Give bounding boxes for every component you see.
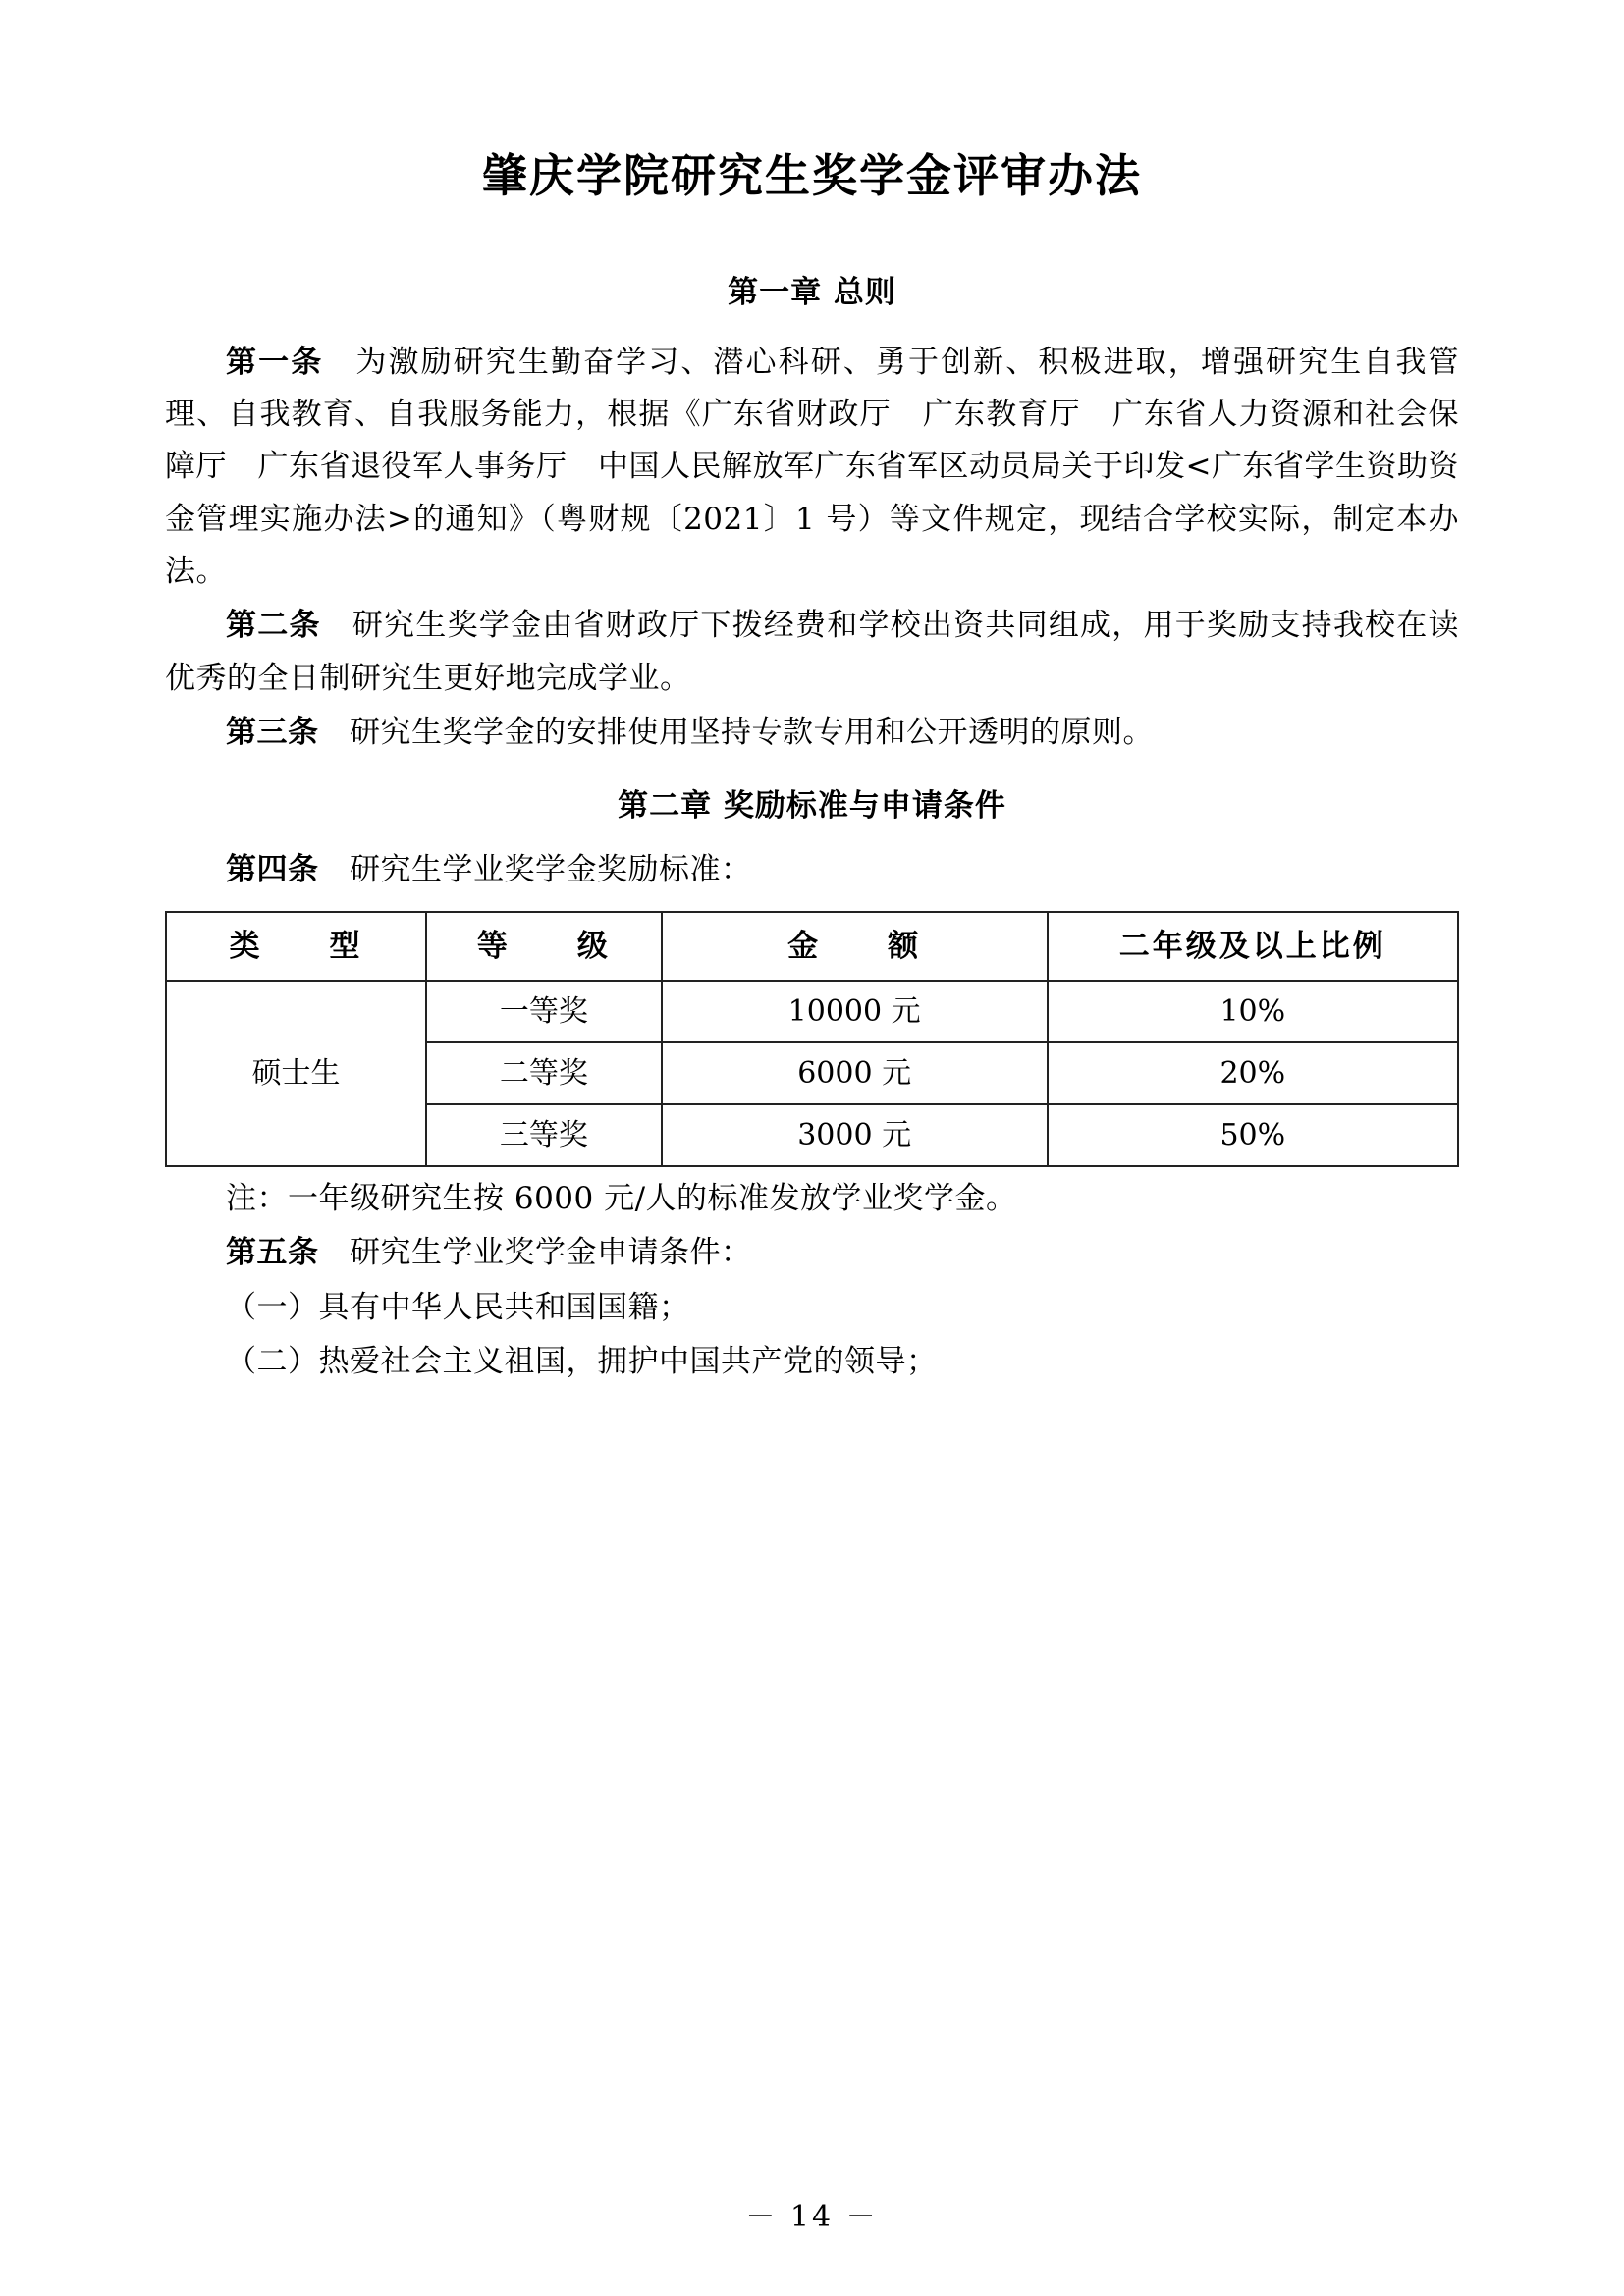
article-3-paragraph [165,707,1459,759]
table-cell-ratio: 20% [1048,1042,1458,1104]
article-2-text: 研究生奖学金由省财政厅下拨经费和学校出资共同组成，用于奖励支持我校在读优秀的全日制研究生更好地完成学业。 [165,608,1459,696]
article-1-paragraph [165,337,1459,599]
table-header-amount: 金 额 [662,912,1048,981]
article-3-text: 研究生奖学金的安排使用坚持专款专用和公开透明的原则。 [318,714,1154,750]
chapter-2-heading: 第二章 奖励标准与申请条件 [618,788,1006,825]
article-2-lead: 第二条 [226,608,321,644]
table-row [166,981,1458,1042]
table-note: 注：一年级研究生按 6000 元/人的标准发放学业奖学金。 [226,1180,1017,1216]
chapter-1-heading: 第一章 总则 [728,274,896,310]
table-header-level: 等 级 [426,912,662,981]
table-cell-amount: 10000 元 [662,981,1048,1042]
article-4-lead: 第四条 [226,852,319,888]
page-number: － 14 － [745,2200,879,2234]
table-cell-ratio: 10% [1048,981,1458,1042]
table-cell-level: 三等奖 [426,1104,662,1166]
table-cell-amount: 3000 元 [662,1104,1048,1166]
table-cell-level: 一等奖 [426,981,662,1042]
article-1-text: 为激励研究生勤奋学习、潜心科研、勇于创新、积极进取，增强研究生自我管理、自我教育、自我服务能力，根据《广东省财政厅 广东教育厅 广东省人力资源和社会保障厅 广东省退役军人事务厅 中国人民解放军广东省军区动员局关于印发<广东省学生资助资金管理实施办法>的通知》（粤财规〔2021〕1 号）等文件规定，现结合学校实际，制定本办法。 [165,344,1460,590]
table-cell-amount: 6000 元 [662,1042,1048,1104]
article-3-lead: 第三条 [226,714,319,750]
table-cell-level: 二等奖 [426,1042,662,1104]
table-header-ratio: 二年级及以上比例 [1048,912,1458,981]
table-cell-type-master: 硕士生 [166,981,426,1166]
article-2-paragraph [165,600,1459,705]
table-cell-ratio: 50% [1048,1104,1458,1166]
article-4-paragraph [165,844,1459,896]
article-5-text: 研究生学业奖学金申请条件： [318,1235,752,1271]
scholarship-standards-table [165,911,1459,1167]
article-5-lead: 第五条 [226,1235,319,1271]
article-1-lead: 第一条 [226,344,324,380]
table-header-type: 类 型 [166,912,426,981]
condition-item-1: （一）具有中华人民共和国国籍； [226,1289,690,1325]
condition-item-2: （二）热爱社会主义祖国，拥护中国共产党的领导； [226,1343,938,1379]
article-4-text: 研究生学业奖学金奖励标准： [318,852,752,888]
page-title: 肇庆学院研究生奖学金评审办法 [482,149,1142,202]
table-header-row [166,912,1458,981]
article-5-paragraph [165,1227,1459,1279]
